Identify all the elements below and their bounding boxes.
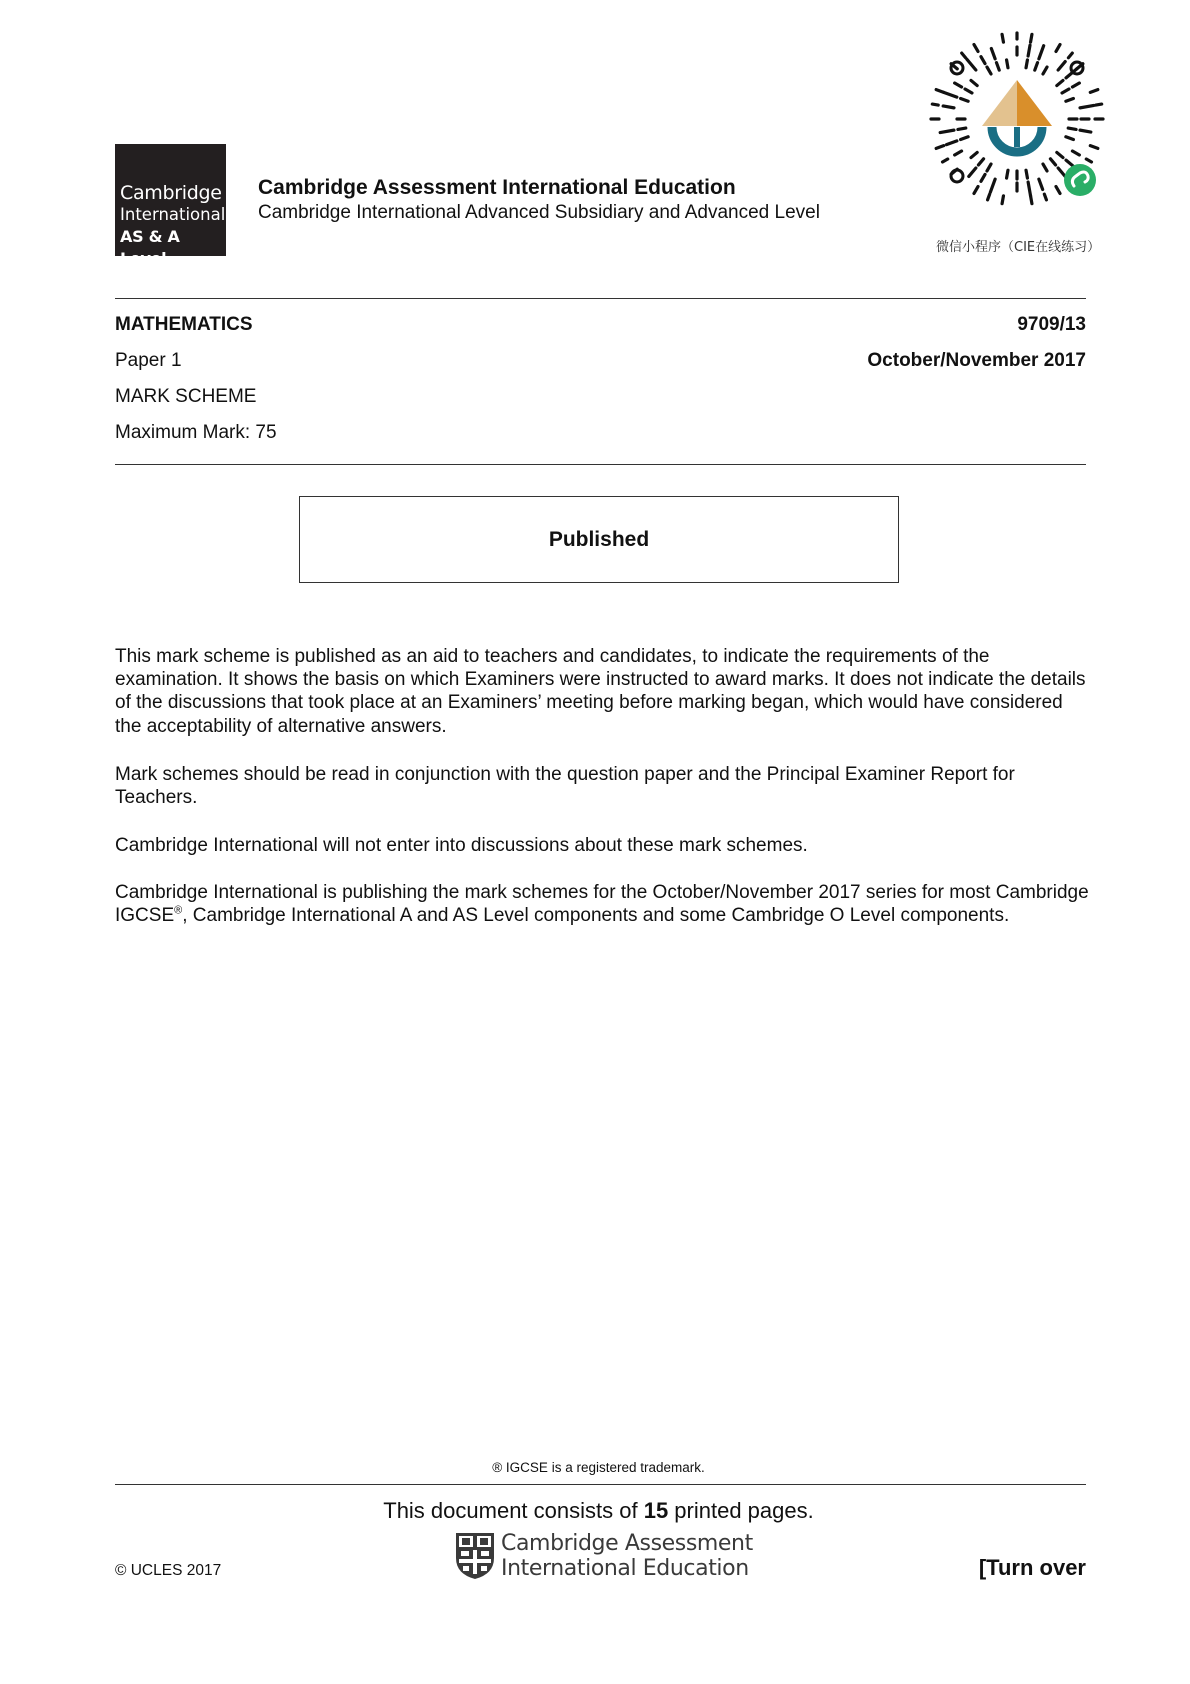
- qr-ray-mark: [981, 174, 985, 181]
- paper-number: Paper 1: [115, 350, 182, 371]
- qr-ray-mark: [987, 164, 991, 171]
- qr-ray-mark: [1039, 46, 1044, 59]
- paragraph-publishing-part-2: , Cambridge International A and AS Level components and some Cambridge O Level components.: [182, 905, 1010, 927]
- qr-ray-mark: [961, 98, 969, 101]
- qr-ray-mark: [1002, 196, 1003, 204]
- qr-ray-mark: [1039, 179, 1043, 189]
- qr-ray-mark: [978, 159, 983, 165]
- qr-ray-mark: [940, 130, 954, 132]
- qr-ray-mark: [990, 179, 995, 192]
- qr-ray-mark: [1056, 45, 1060, 52]
- qr-ray-mark: [1026, 170, 1027, 178]
- qr-ray-mark: [967, 59, 976, 70]
- qr-ray-mark: [943, 159, 948, 162]
- qr-ray-mark: [1057, 80, 1063, 85]
- footer-logo-line-1: Cambridge Assessment: [501, 1531, 753, 1556]
- qr-ray-mark: [1007, 170, 1008, 178]
- paragraph-discussions: Cambridge International will not enter into discussions about these mark schemes.: [115, 835, 808, 856]
- exam-session: October/November 2017: [867, 350, 1086, 371]
- qr-ray-mark: [961, 137, 969, 140]
- qr-ray-mark: [943, 106, 954, 108]
- qr-ray-mark: [1096, 104, 1102, 105]
- qr-ray-mark: [936, 146, 944, 149]
- qr-ray-mark: [936, 90, 944, 93]
- header-divider: [115, 298, 1086, 299]
- logo-line-3: AS & A Level: [120, 227, 180, 268]
- qr-ray-mark: [1058, 62, 1065, 70]
- qr-ray-mark: [1066, 137, 1074, 140]
- cambridge-international-logo: [115, 144, 226, 268]
- qr-ray-mark: [955, 151, 962, 155]
- cambridge-assessment-logo: [455, 1530, 753, 1582]
- document-type: MARK SCHEME: [115, 386, 257, 407]
- qr-ray-mark: [962, 53, 966, 58]
- qr-ray-mark: [1028, 45, 1030, 56]
- qr-ray-mark: [1086, 159, 1091, 162]
- qr-ray-mark: [1057, 152, 1063, 157]
- qr-ray-mark: [944, 92, 957, 97]
- turn-over-label: [Turn over: [978, 1555, 1086, 1580]
- meta-divider: [115, 464, 1086, 465]
- paragraph-conjunction: Mark schemes should be read in conjunction with the question paper and the Principal Examiner Report for Teachers.: [115, 764, 1015, 809]
- qr-ray-mark: [969, 168, 976, 176]
- qr-ray-mark: [932, 104, 938, 105]
- qr-ray-mark: [947, 141, 957, 145]
- paragraph-purpose: This mark scheme is published as an aid to teachers and candidates, to indicate the requirements of the examination. It shows the basis on which Examiners were instructed to award marks. It does not indicate the details of the discussions that took place at an Examiners’ meeting before marking began, which would have considered the acceptability of alternative answers.: [115, 646, 1086, 737]
- footer-logo-line-2: International Education: [501, 1556, 749, 1581]
- qr-ray-mark: [988, 194, 990, 200]
- trademark-note: ® IGCSE is a registered trademark.: [492, 1460, 705, 1475]
- syllabus-code: 9709/13: [1017, 314, 1086, 335]
- qr-caption: 微信小程序（CIE在线练习）: [936, 240, 1101, 255]
- qr-ray-mark: [991, 49, 995, 59]
- footer-logo-text: [501, 1531, 753, 1581]
- qr-ray-mark: [971, 152, 977, 157]
- logo-line-2: International: [120, 205, 226, 224]
- paragraph-publishing: [115, 881, 1090, 927]
- qr-ray-mark: [1090, 146, 1098, 149]
- qr-ray-mark: [1072, 83, 1079, 87]
- qr-ray-mark: [958, 128, 966, 129]
- qr-ray-mark: [1068, 128, 1076, 129]
- qr-ray-mark: [1002, 34, 1003, 42]
- qr-ray-mark: [1043, 67, 1047, 74]
- registered-mark: ®: [174, 904, 183, 917]
- qr-ray-mark: [971, 80, 977, 85]
- qualification-title: Cambridge International Advanced Subsidiary and Advanced Level: [258, 202, 820, 223]
- maximum-mark: Maximum Mark: 75: [115, 422, 277, 443]
- organisation-title: Cambridge Assessment International Education: [258, 176, 736, 199]
- footer-divider: [115, 1484, 1086, 1485]
- qr-ray-mark: [1028, 182, 1030, 196]
- qr-ray-mark: [1007, 60, 1008, 68]
- qr-ray-mark: [955, 83, 962, 87]
- qr-ray-mark: [1044, 194, 1046, 200]
- copyright-notice: © UCLES 2017: [115, 1562, 222, 1579]
- qr-ray-mark: [981, 57, 985, 64]
- qr-ray-mark: [1080, 130, 1091, 132]
- qr-ray-mark: [974, 187, 978, 194]
- logo-line-1: Cambridge: [120, 182, 222, 204]
- paragraph-publishing-part-1: Cambridge International is publishing the mark schemes for the October/November 2017 series for most Cambridge IGCSE: [115, 882, 1089, 927]
- page-count-prefix: This document consists of: [383, 1498, 644, 1523]
- qr-ray-mark: [1031, 196, 1032, 204]
- qr-ray-mark: [1080, 105, 1094, 107]
- qr-ray-mark: [987, 67, 991, 74]
- page-count: 15: [643, 1498, 669, 1523]
- qr-ray-mark: [996, 63, 999, 71]
- shield-crest-icon: [455, 1532, 495, 1580]
- qr-ray-mark: [1068, 53, 1072, 58]
- qr-code-graphic: [926, 28, 1108, 210]
- qr-ray-mark: [1050, 159, 1055, 165]
- mini-program-qr-code: [926, 28, 1108, 210]
- qr-ray-mark: [1043, 164, 1047, 171]
- qr-ray-mark: [1056, 187, 1060, 194]
- qr-ray-mark: [1090, 90, 1098, 93]
- page-count-statement: [0, 1498, 1190, 1524]
- published-status-box: Published: [299, 496, 899, 583]
- qr-ray-mark: [1031, 34, 1032, 42]
- qr-ray-mark: [1072, 151, 1079, 155]
- page-count-suffix: printed pages.: [668, 1498, 814, 1523]
- qr-ray-mark: [965, 89, 972, 93]
- qr-ray-mark: [974, 45, 978, 52]
- subject-name: MATHEMATICS: [115, 314, 253, 335]
- qr-ray-mark: [1035, 63, 1038, 71]
- qr-ray-mark: [1062, 89, 1069, 93]
- qr-ray-mark: [1026, 60, 1027, 68]
- qr-ray-mark: [1066, 98, 1074, 101]
